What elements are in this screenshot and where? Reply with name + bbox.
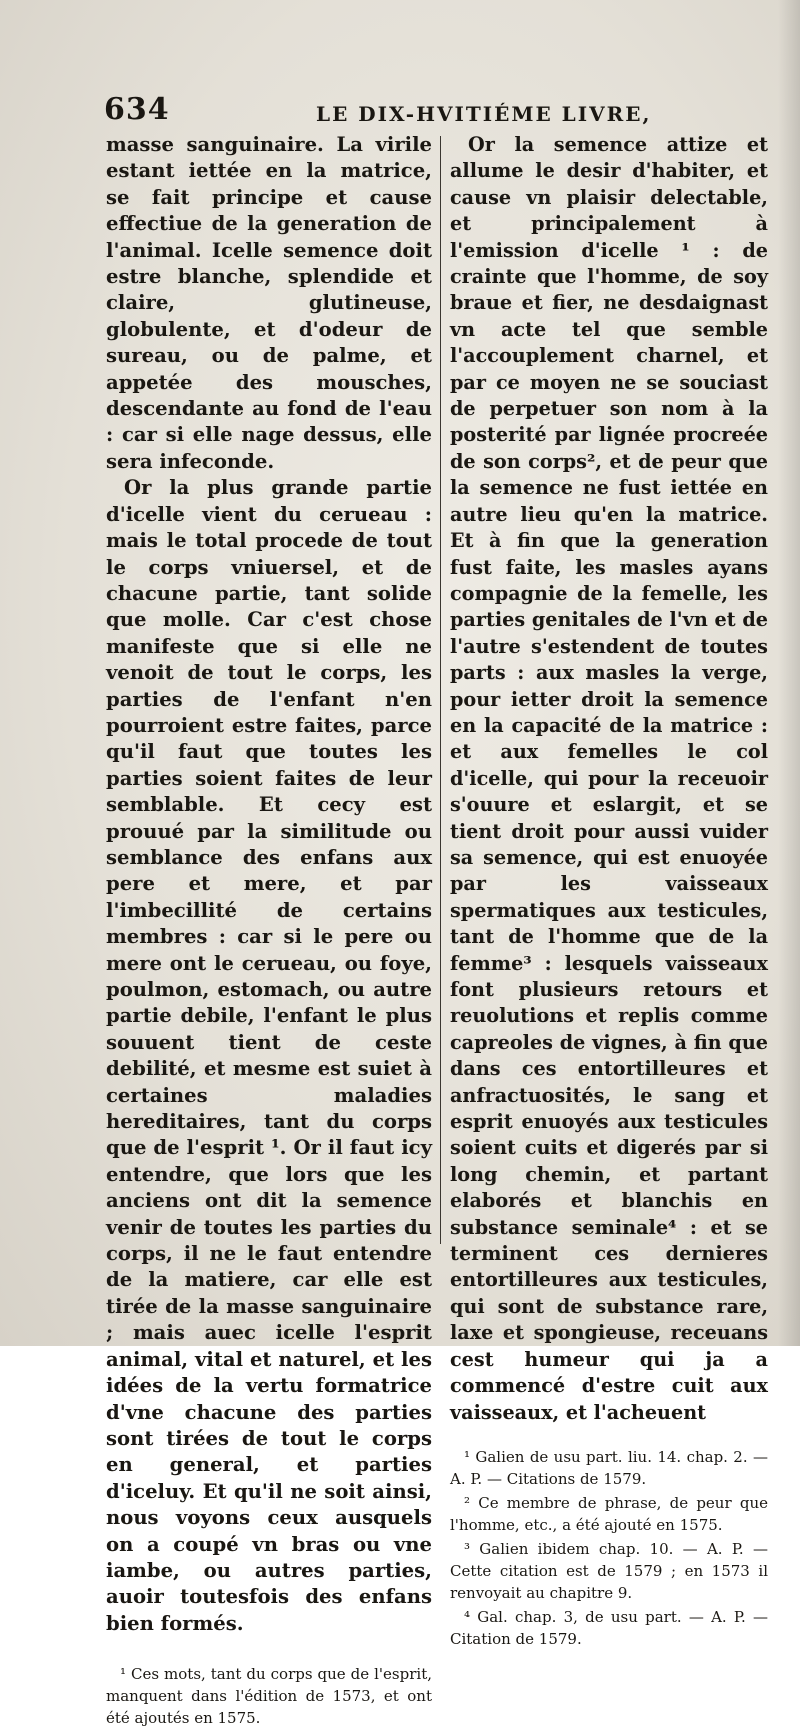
- right-column: [450, 132, 768, 1652]
- left-paragraph-1: masse sanguinaire. La virile estant iettée en la matrice, se fait principe et cause effectiue de la generation de l'animal. Icelle semence doit estre blanche, splendide et claire, glutineuse, globulente, et d'odeur de sureau, ou de palme, et appetée des mousches, descendante au fond de l'eau : car si elle nage dessus, elle sera infeconde.: [106, 133, 432, 473]
- right-footnotes: [450, 1446, 768, 1650]
- left-footnotes: [106, 1663, 432, 1729]
- right-footnote-3: ³ Galien ibidem chap. 10. — A. P. — Cette citation est de 1579 ; en 1573 il renvoyait au chapitre 9.: [450, 1539, 768, 1602]
- right-footnote-4: ⁴ Gal. chap. 3, de usu part. — A. P. — Citation de 1579.: [450, 1607, 768, 1648]
- column-divider: [440, 136, 441, 1244]
- page-gutter-shadow: [778, 0, 800, 1346]
- left-column: [106, 132, 432, 1731]
- running-title: LE DIX-HVITIÉME LIVRE,: [316, 102, 652, 126]
- left-footnote-1: ¹ Ces mots, tant du corps que de l'esprit, manquent dans l'édition de 1573, et ont été ajoutés en 1575.: [106, 1665, 432, 1728]
- page-number: 634: [104, 92, 170, 127]
- right-footnote-1: ¹ Galien de usu part. liu. 14. chap. 2. — A. P. — Citations de 1579.: [450, 1447, 768, 1488]
- left-paragraph-2: Or la plus grande partie d'icelle vient du cerueau : mais le total procede de tout le corps vniuersel, et de chacune partie, tant solide que molle. Car c'est chose manifeste que si elle ne venoit de tout le corps, les parties de l'enfant n'en pourroient estre faites, parce qu'il faut que toutes les parties soient faites de leur semblable. Et cecy est prouué par la similitude ou semblance des enfans aux pere et mere, et par l'imbecillité de certains membres : car si le pere ou mere ont le cerueau, ou foye, poulmon, estomach, ou autre partie debile, l'enfant le plus souuent tient de ceste debilité, et mesme est suiet à certaines maladies hereditaires, tant du corps que de l'esprit ¹. Or il faut icy entendre, que lors que les anciens ont dit la semence venir de toutes les parties du corps, il ne le faut entendre de la matiere, car elle est tirée de la masse sanguinaire ; mais auec icelle l'esprit animal, vital et naturel, et les idées de la vertu formatrice d'vne chacune des parties sont tirées de tout le corps en general, et parties d'iceluy. Et qu'il ne soit ainsi, nous voyons ceux ausquels on a coupé vn bras ou vne iambe, ou autres parties, auoir toutesfois des enfans bien formés.: [106, 476, 432, 1635]
- right-paragraph-1: Or la semence attize et allume le desir d'habiter, et cause vn plaisir delectable, et principalement à l'emission d'icelle ¹ : de crainte que l'homme, de soy braue et fier, ne desdaignast vn acte tel que semble l'accouplement charnel, et par ce moyen ne se souciast de perpetuer son nom à la posterité par lignée procreée de son corps², et de peur que la semence ne fust iettée en autre lieu qu'en la matrice. Et à fin que la generation fust faite, les masles ayans compagnie de la femelle, les parties genitales de l'vn et de l'autre s'estendent de toutes parts : aux masles la verge, pour ietter droit la semence en la capacité de la matrice : et aux femelles le col d'icelle, qui pour la receuoir s'ouure et eslargit, et se tient droit pour aussi vuider sa semence, qui est enuoyée par les vaisseaux spermatiques aux testicules, tant de l'homme que de la femme³ : lesquels vaisseaux font plusieurs retours et reuolutions et replis comme capreoles de vignes, à fin que dans ces entortilleures et anfractuosités, le sang et esprit enuoyés aux testicules soient cuits et digerés par si long chemin, et partant elaborés et blanchis en substance seminale⁴ : et se terminent ces dernieres entortilleures aux testicules, qui sont de substance rare, laxe et spongieuse, receuans cest humeur qui ja a commencé d'estre cuit aux vaisseaux, et l'acheuent: [450, 133, 768, 1424]
- right-footnote-2: ² Ce membre de phrase, de peur que l'homme, etc., a été ajouté en 1575.: [450, 1493, 768, 1534]
- page-header: [104, 92, 768, 132]
